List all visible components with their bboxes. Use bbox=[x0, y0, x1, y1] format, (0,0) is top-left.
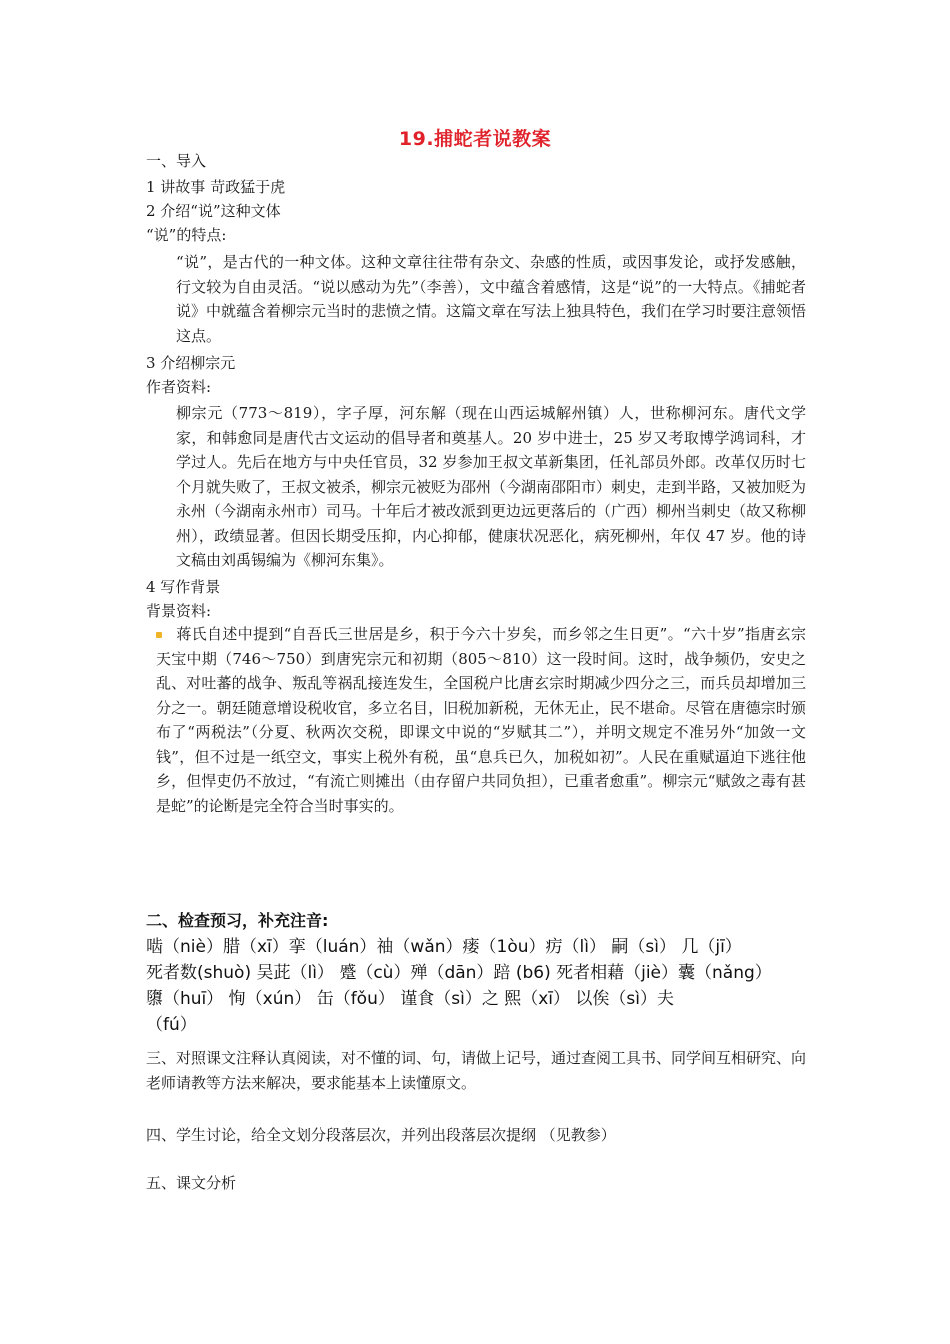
feature-text: “说”，是古代的一种文体。这种文章往往带有杂文、杂感的性质，或因事发论，或抒发感触，行文较为自由灵活。“说以感动为先”（李善），文中蕴含着感情，这是“说”的一大特点。《捕蛇者说》中就蕴含着柳宗元当时的悲愤之情。这篇文章在写法上独具特色，我们在学习时要注意领悟这点。 bbox=[176, 253, 807, 345]
section1-item3: 3 介绍柳宗元 bbox=[146, 354, 236, 372]
section5-heading: 五、课文分析 bbox=[146, 1174, 237, 1192]
section3-text: 三、对照课文注释认真阅读，对不懂的词、句，请做上记号，通过查阅工具书、同学间互相研究、向老师请教等方法来解决，要求能基本上读懂原文。 bbox=[146, 1049, 807, 1092]
author-text: 柳宗元（773～819），字子厚，河东解（现在山西运城解州镇）人，世称柳河东。唐代文学家，和韩愈同是唐代古文运动的倡导者和奠基人。20 岁中进士，25 岁又考取博学鸿词科，才学过人。先后在地方与中央任官员，32 岁参加王叔文革新集团，任礼部员外郎。改革仅历时七个月就失败了，王叔文被杀，柳宗元被贬为邵州（今湖南邵阳市）刺史，走到半路，又被加贬为永州（今湖南永州市）司马。十年后才被改派到更边远更落后的（广西）柳州当刺史（故又称柳州），政绩显著。但因长期受压抑，内心抑郁，健康状况恶化，病死柳州，年仅 47 岁。他的诗文稿由刘禹锡编为《柳河东集》。 bbox=[176, 404, 807, 569]
background-label: 背景资料: bbox=[146, 602, 212, 620]
section1-item1: 1 讲故事 苛政猛于虎 bbox=[146, 178, 286, 196]
background-text-block bbox=[146, 622, 806, 818]
background-text: 蒋氏自述中提到“自吾氏三世居是乡，积于今六十岁矣，而乡邻之生日更”。“六十岁”指唐玄宗天宝中期（746～750）到唐宪宗元和初期（805～810）这一段时间。这时，战争频仍，安史之乱、对吐蕃的战争、叛乱等祸乱接连发生，全国税户比唐玄宗时期减少四分之三，而兵员却增加三分之一。朝廷随意增设税收官，多立名目，旧税加新税，无休无止，民不堪命。尽管在唐德宗时颁布了“两税法”（分夏、秋两次交税，即课文中说的“岁赋其二”），并明文规定不准另外“加敛一文钱”，但不过是一纸空文，事实上税外有税，虽“息兵已久，加税如初”。人民在重赋逼迫下逃往他乡，但悍吏仍不放过，“有流亡则摊出（由存留户共同负担），已重者愈重”。柳宗元“赋敛之毒有甚是蛇”的论断是完全符合当时事实的。 bbox=[156, 625, 806, 815]
pinyin-row-1: 啮（niè）腊（xī）挛（luán）䄂（wǎn）瘘（1òu）疠（lì） 嗣（sì） 几（jī） bbox=[146, 937, 742, 957]
background-paragraph bbox=[146, 622, 806, 818]
author-label: 作者资料: bbox=[146, 378, 212, 396]
document-title: 19.捕蛇者说教案 bbox=[398, 128, 552, 150]
pinyin-row-3: 隳（huī） 恂（xún） 缶（fǒu） 谨食（sì）之 熙（xī） 以俟（sì）夫 bbox=[146, 989, 675, 1009]
section2-heading: 二、检查预习，补充注音: bbox=[146, 911, 329, 930]
pinyin-row-2: 死者数(shuò) 吴茈（lì） 蹙（cù）殚（dān）踣 (b6) 死者相藉（jiè）囊（nǎng） bbox=[146, 963, 772, 983]
author-paragraph bbox=[146, 401, 806, 573]
section4-text: 四、学生讨论，给全文划分段落层次，并列出段落层次提纲 （见教参） bbox=[146, 1126, 616, 1144]
feature-paragraph bbox=[146, 250, 806, 348]
pinyin-row-4: （fú） bbox=[146, 1015, 197, 1035]
feature-label: “说”的特点: bbox=[146, 226, 227, 244]
section1-heading: 一、导入 bbox=[146, 152, 207, 170]
section1-item4: 4 写作背景 bbox=[146, 578, 221, 596]
pinyin-section bbox=[146, 908, 826, 1038]
bullet-marker bbox=[156, 632, 162, 638]
section1-item2: 2 介绍“说”这种文体 bbox=[146, 202, 281, 220]
